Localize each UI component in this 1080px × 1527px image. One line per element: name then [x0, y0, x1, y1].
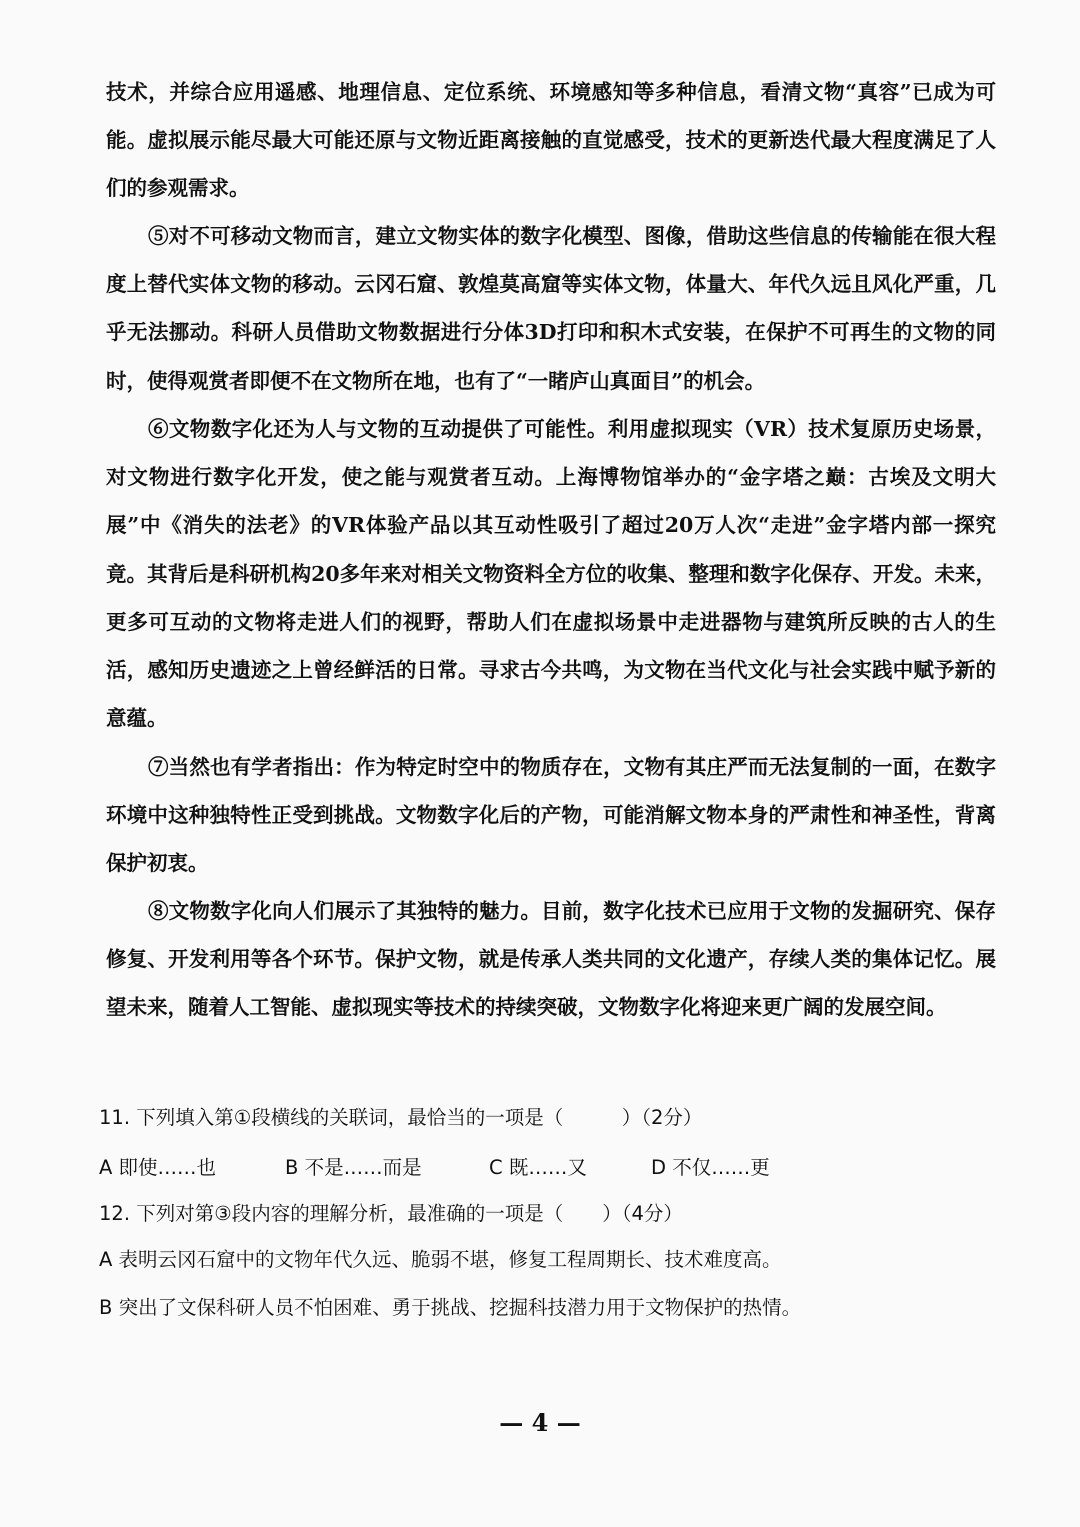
q11-option-b: B 不是……而是 [285, 1156, 422, 1179]
paragraph-5: ⑤对不可移动文物而言，建立文物实体的数字化模型、图像，借助这些信息的传输能在很大程度上替代实体文物的移动。云冈石窟、敦煌莫高窟等实体文物，体量大、年代久远且风化严重，几乎无法挪动。科研人员借助文物数据进行分体3D打印和积木式安装，在保护不可再生的文物的同时，使得观赏者即便不在文物所在地，也有了“一睹庐山真面目”的机会。 [106, 224, 996, 393]
page-number: — 4 — [499, 1408, 581, 1437]
paragraph-8: ⑧文物数字化向人们展示了其独特的魅力。目前，数字化技术已应用于文物的发掘研究、保存修复、开发利用等各个环节。保护文物，就是传承人类共同的文化遗产，存续人类的集体记忆。展望未来，随着人工智能、虚拟现实等技术的持续突破，文物数字化将迎来更广阔的发展空间。 [106, 899, 996, 1020]
paragraph-6: ⑥文物数字化还为人与文物的互动提供了可能性。利用虚拟现实（VR）技术复原历史场景，对文物进行数字化开发，使之能与观赏者互动。上海博物馆举办的“金字塔之巅：古埃及文明大展”中《消失的法老》的VR体验产品以其互动性吸引了超过20万人次“走进”金字塔内部一探究竟。其背后是科研机构20多年来对相关文物资料全方位的收集、整理和数字化保存、开发。未来，更多可互动的文物将走进人们的视野，帮助人们在虚拟场景中走进器物与建筑所反映的古人的生活，感知历史遗迹之上曾经鲜活的日常。寻求古今共鸣，为文物在当代文化与社会实践中赋予新的意蕴。 [106, 417, 996, 731]
question-12-stem: 12. 下列对第③段内容的理解分析，最准确的一项是（ ）（4分） [99, 1202, 683, 1225]
q12-option-b: B 突出了文保科研人员不怕困难、勇于挑战、挖掘科技潜力用于文物保护的热情。 [99, 1296, 802, 1319]
paragraph-4-end: 技术，并综合应用遥感、地理信息、定位系统、环境感知等多种信息，看清文物“真容”已成为可能。虚拟展示能尽最大可能还原与文物近距离接触的直觉感受，技术的更新迭代最大程度满足了人们的参观需求。 [106, 80, 996, 201]
q11-option-a: A 即使……也 [99, 1156, 217, 1179]
q11-option-c: C 既……又 [489, 1156, 587, 1179]
q11-option-d: D 不仅……更 [651, 1156, 770, 1179]
q12-option-a: A 表明云冈石窟中的文物年代久远、脆弱不堪，修复工程周期长、技术难度高。 [99, 1248, 782, 1271]
question-11-stem: 11. 下列填入第①段横线的关联词，最恰当的一项是（ ）（2分） [99, 1106, 703, 1129]
paragraph-7: ⑦当然也有学者指出：作为特定时空中的物质存在，文物有其庄严而无法复制的一面，在数字环境中这种独特性正受到挑战。文物数字化后的产物，可能消解文物本身的严肃性和神圣性，背离保护初衷。 [106, 755, 996, 876]
